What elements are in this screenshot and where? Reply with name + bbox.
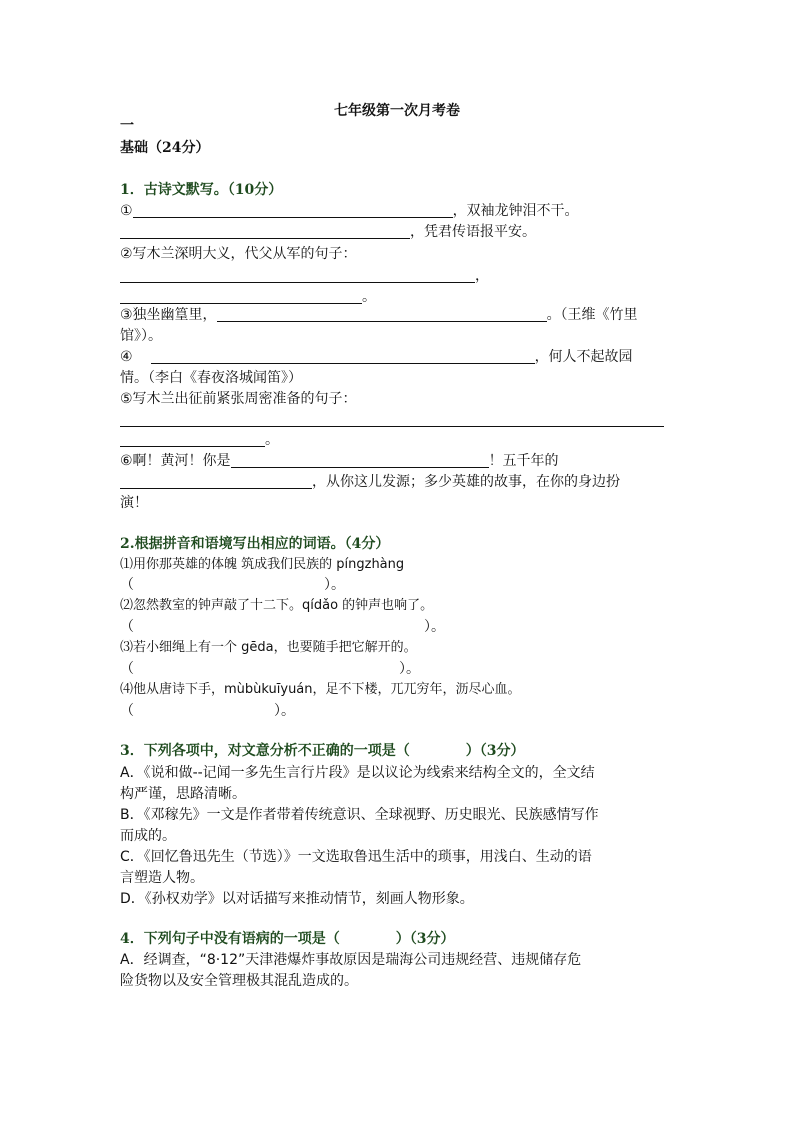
- q1-line-5-text: 。: [362, 289, 376, 305]
- q2-sentence-1: ⑴用你那英雄的体魄 筑成我们民族的 píngzhàng: [120, 557, 405, 572]
- q1-line-4: [120, 266, 489, 286]
- q1-line-6-suffix: 。（王维《竹里: [546, 307, 638, 323]
- q1-line-6: [120, 305, 638, 325]
- section-heading: 基础（24分）: [120, 140, 210, 156]
- answer-blank[interactable]: [120, 223, 410, 239]
- answer-blank[interactable]: [133, 202, 453, 218]
- close-paren: ）。: [424, 619, 445, 635]
- q1-line-8-prefix: ④: [120, 349, 133, 365]
- q1-line-5: [120, 287, 376, 307]
- q1-line-12-text: 。: [265, 432, 279, 448]
- section-number: 一: [120, 118, 134, 134]
- close-paren: ）。: [274, 703, 295, 719]
- q1-heading: 1．古诗文默写。（10分）: [120, 182, 283, 198]
- answer-blank[interactable]: [120, 431, 265, 447]
- q1-line-2-text: ，凭君传语报平安。: [410, 224, 536, 240]
- q2-answer-4[interactable]: [120, 701, 295, 721]
- answer-blank[interactable]: [231, 452, 489, 468]
- open-paren: （: [120, 661, 134, 677]
- q1-line-13-prefix: ⑥啊！黄河！你是: [120, 453, 231, 469]
- answer-blank[interactable]: [120, 267, 475, 283]
- q1-line-3: ②写木兰深明大义，代父从军的句子：: [120, 246, 357, 262]
- open-paren: （: [120, 703, 134, 719]
- q1-line-9: 情。（李白《春夜洛城闻笛》）: [120, 370, 302, 386]
- q2-answer-3[interactable]: [120, 659, 420, 679]
- q1-line-1-text: ，双袖龙钟泪不干。: [452, 203, 579, 219]
- q2-answer-2[interactable]: [120, 617, 445, 637]
- q1-line-8-suffix: ，何人不起故园: [534, 349, 633, 365]
- close-paren: ）。: [324, 577, 345, 593]
- q3-option-c-line-1: C．《回忆鲁迅先生（节选）》一文选取鲁迅生活中的琐事，用浅白、生动的语: [120, 849, 592, 865]
- q4-heading: 4．下列句子中没有语病的一项是（ ）（3分）: [120, 931, 455, 947]
- open-paren: （: [120, 577, 134, 593]
- q3-option-d: D．《孙权劝学》以对话描写来推动情节，刻画人物形象。: [120, 891, 474, 907]
- q2-sentence-2: ⑵忽然教室的钟声敲了十二下。qídǎo 的钟声也响了。: [120, 598, 434, 613]
- q3-option-b-line-2: 而成的。: [120, 828, 176, 844]
- page-title: 七年级第一次月考卷: [334, 103, 460, 119]
- q1-circle-1: ①: [120, 203, 133, 219]
- q1-line-11: [120, 410, 664, 430]
- answer-blank[interactable]: [120, 411, 664, 427]
- q1-line-10: ⑤写木兰出征前紧张周密准备的句子：: [120, 391, 357, 407]
- q1-line-2: [120, 222, 536, 242]
- q2-sentence-3: ⑶若小细绳上有一个 gēda，也要随手把它解开的。: [120, 640, 417, 655]
- q1-line-15: 演！: [120, 495, 148, 511]
- q1-line-14: [120, 472, 620, 492]
- q4-option-a-line-1: A．经调查，“8·12”天津港爆炸事故原因是瑞海公司违规经营、违规储存危: [120, 952, 582, 968]
- q3-option-b-line-1: B．《邓稼先》一文是作者带着传统意识、全球视野、历史眼光、民族感情写作: [120, 807, 599, 823]
- q1-line-12: [120, 430, 279, 450]
- q3-option-a-line-2: 构严谨，思路清晰。: [120, 786, 246, 802]
- answer-blank[interactable]: [120, 473, 312, 489]
- q1-line-8: [120, 347, 633, 367]
- q4-option-a-line-2: 险货物以及安全管理极其混乱造成的。: [120, 973, 358, 989]
- q1-line-1: [120, 201, 579, 221]
- q1-line-4-text: ，: [475, 268, 489, 284]
- q2-answer-1[interactable]: [120, 575, 345, 595]
- q3-heading: 3．下列各项中，对文意分析不正确的一项是（ ）（3分）: [120, 743, 525, 759]
- q1-line-13-suffix: ！五千年的: [488, 453, 559, 469]
- answer-blank[interactable]: [120, 288, 362, 304]
- open-paren: （: [120, 619, 134, 635]
- q1-line-14-text: ，从你这儿发源；多少英雄的故事，在你的身边扮: [312, 474, 620, 490]
- q2-heading: 2.根据拼音和语境写出相应的词语。（4分）: [120, 536, 390, 552]
- q3-option-c-line-2: 言塑造人物。: [120, 870, 204, 886]
- q1-line-7: 馆》）。: [120, 328, 162, 344]
- close-paren: ）。: [399, 661, 420, 677]
- q2-sentence-4: ⑷他从唐诗下手，mùbùkuīyuán，足不下楼，兀兀穷年，沥尽心血。: [120, 682, 521, 697]
- q3-option-a-line-1: A．《说和做--记闻一多先生言行片段》是以议论为线索来结构全文的，全文结: [120, 765, 595, 781]
- q1-line-13: [120, 451, 559, 471]
- answer-blank[interactable]: [151, 348, 535, 364]
- q1-line-6-prefix: ③独坐幽篁里，: [120, 307, 217, 323]
- answer-blank[interactable]: [217, 306, 547, 322]
